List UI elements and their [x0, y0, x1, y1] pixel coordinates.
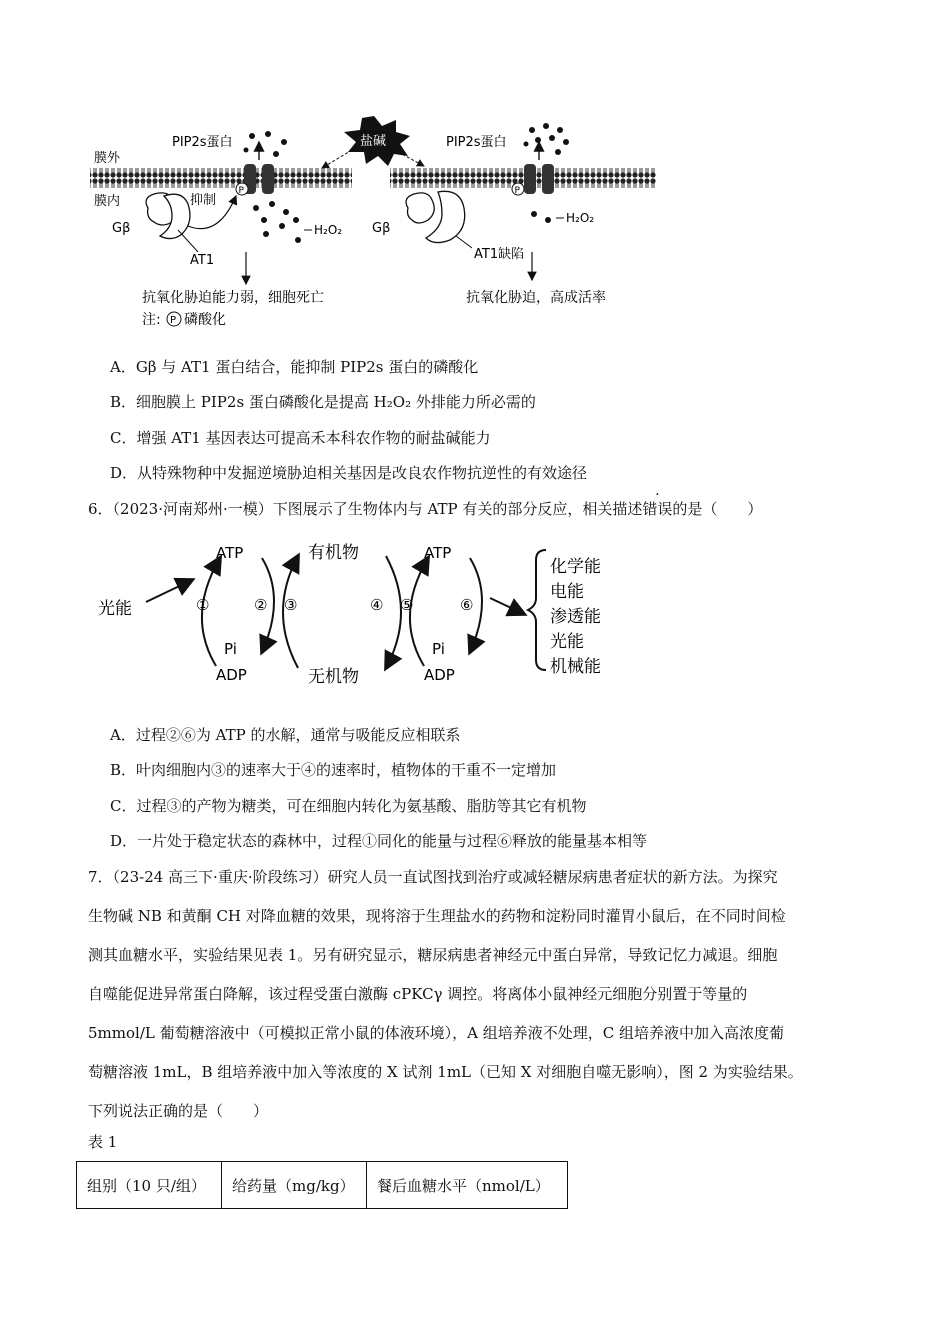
q5-option-d: D．从特殊物种中发掘逆境胁迫相关基因是改良农作物抗逆性的有效途径	[110, 464, 588, 482]
pi1-label: Pi	[224, 640, 237, 658]
energy-chemical: 化学能	[550, 557, 601, 577]
note-prefix: 注:	[142, 312, 161, 328]
table-header-glucose: 餐后血糖水平（nmol/L）	[367, 1162, 568, 1209]
result-left-text: 抗氧化胁迫能力弱，细胞死亡	[142, 290, 324, 306]
q7-line-2: 生物碱 NB 和黄酮 CH 对降血糖的效果，现将溶于生理盐水的药物和淀粉同时灌胃小鼠后，在不同时间检	[88, 907, 786, 925]
pi2-label: Pi	[432, 640, 445, 658]
at1-label: AT1	[190, 253, 215, 268]
adp1-label: ADP	[216, 666, 247, 684]
q6-option-b: B．叶肉细胞内③的速率大于④的速率时，植物体的干重不一定增加	[110, 761, 557, 779]
q5-option-b: B．细胞膜上 PIP2s 蛋白磷酸化是提高 H₂O₂ 外排能力所必需的	[110, 393, 536, 411]
q6-option-c: C．过程③的产物为糖类，可在细胞内转化为氨基酸、脂肪等其它有机物	[110, 797, 587, 815]
energy-osmotic: 渗透能	[550, 607, 601, 627]
protein-left-label: PIP2s蛋白	[172, 135, 233, 150]
num-3: ③	[284, 596, 298, 614]
h2o2-left-label: H₂O₂	[314, 223, 343, 237]
energy-electric: 电能	[550, 582, 584, 602]
phospho-left	[236, 183, 248, 196]
gbeta-right-shape	[406, 193, 434, 223]
h2o2-dots-right-in	[531, 211, 551, 223]
q7-line-4: 自噬能促进异常蛋白降解，该过程受蛋白激酶 cPKCγ 调控。将离体小鼠神经元细胞分别置于等量的	[88, 985, 748, 1003]
q5-option-a: A．Gβ 与 AT1 蛋白结合，能抑制 PIP2s 蛋白的磷酸化	[110, 358, 479, 376]
membrane-figure	[86, 112, 666, 342]
inside-label: 膜内	[94, 194, 121, 209]
q6-stem	[88, 499, 762, 519]
note-p: P	[170, 315, 177, 326]
h2o2-dots-left-out	[244, 131, 288, 157]
light-energy-label: 光能	[98, 599, 132, 619]
q7-line-7: 下列说法正确的是（ ）	[88, 1102, 269, 1120]
num-6: ⑥	[460, 596, 474, 614]
num-5: ⑤	[400, 596, 414, 614]
h2o2-dots-left-in	[253, 201, 301, 243]
q6-option-d: D．一片处于稳定状态的森林中，过程①同化的能量与过程⑥释放的能量基本相等	[110, 832, 648, 850]
q6-stem-emphasis: 错误	[642, 500, 673, 518]
membrane-left	[90, 168, 352, 190]
table-1	[76, 1161, 568, 1209]
gbeta-left-label: Gβ	[112, 221, 131, 236]
atp2-label: ATP	[424, 544, 452, 562]
outside-label: 膜外	[94, 151, 121, 166]
q6-stem-before: 6．（2023·河南郑州·一模）下图展示了生物体内与 ATP 有关的部分反应，相关描述	[88, 500, 643, 518]
inhibit-label: 抑制	[190, 193, 217, 208]
q7-line-3: 测其血糖水平，实验结果见表 1。另有研究显示，糖尿病患者神经元中蛋白异常，导致记忆力减退。细胞	[88, 946, 778, 964]
salt-alkali-label: 盐碱	[360, 134, 387, 149]
gbeta-right-label: Gβ	[372, 221, 391, 236]
adp2-label: ADP	[424, 666, 455, 684]
q7-line-5: 5mmol/L 葡萄糖溶液中（可模拟正常小鼠的体液环境），A 组培养液不处理，C 组培养液中加入高浓度葡	[88, 1024, 784, 1042]
protein-right-label: PIP2s蛋白	[446, 135, 507, 150]
num-2: ②	[254, 596, 268, 614]
num-4: ④	[370, 596, 384, 614]
q7-line-6: 萄糖溶液 1mL，B 组培养液中加入等浓度的 X 试剂 1mL（已知 X 对细胞自噬无影响），图 2 为实验结果。	[88, 1063, 803, 1081]
q6-stem-after: 的是（ ）	[672, 500, 763, 518]
atp1-label: ATP	[216, 544, 244, 562]
table-header-group: 组别（10 只/组）	[77, 1162, 222, 1209]
svg-text:P: P	[514, 186, 520, 196]
table-header-dose: 给药量（mg/kg）	[222, 1162, 367, 1209]
phospho-right	[512, 183, 524, 196]
note-suffix: 磷酸化	[184, 312, 226, 328]
h2o2-dots-right-out	[524, 123, 570, 155]
q6-option-a: A．过程②⑥为 ATP 的水解，通常与吸能反应相联系	[110, 726, 461, 744]
svg-text:P: P	[238, 186, 244, 196]
energy-mechanical: 机械能	[550, 657, 601, 677]
table-caption: 表 1	[88, 1133, 118, 1151]
table-header-row	[77, 1162, 568, 1209]
energy-light: 光能	[550, 632, 584, 652]
inorganic-label: 无机物	[308, 667, 359, 687]
organic-label: 有机物	[308, 543, 359, 563]
at1-defect-label: AT1缺陷	[474, 247, 525, 262]
q7-line-1: 7．（23-24 高三下·重庆·阶段练习）研究人员一直试图找到治疗或减轻糖尿病患者症状的新方法。为探究	[88, 868, 778, 886]
num-1: ①	[196, 596, 210, 614]
h2o2-right-label: H₂O₂	[566, 211, 595, 225]
result-right-text: 抗氧化胁迫，高成活率	[466, 290, 606, 306]
energy-brace	[528, 550, 546, 670]
q5-option-c: C．增强 AT1 基因表达可提高禾本科农作物的耐盐碱能力	[110, 429, 491, 447]
atp-cycle-figure	[94, 538, 624, 688]
